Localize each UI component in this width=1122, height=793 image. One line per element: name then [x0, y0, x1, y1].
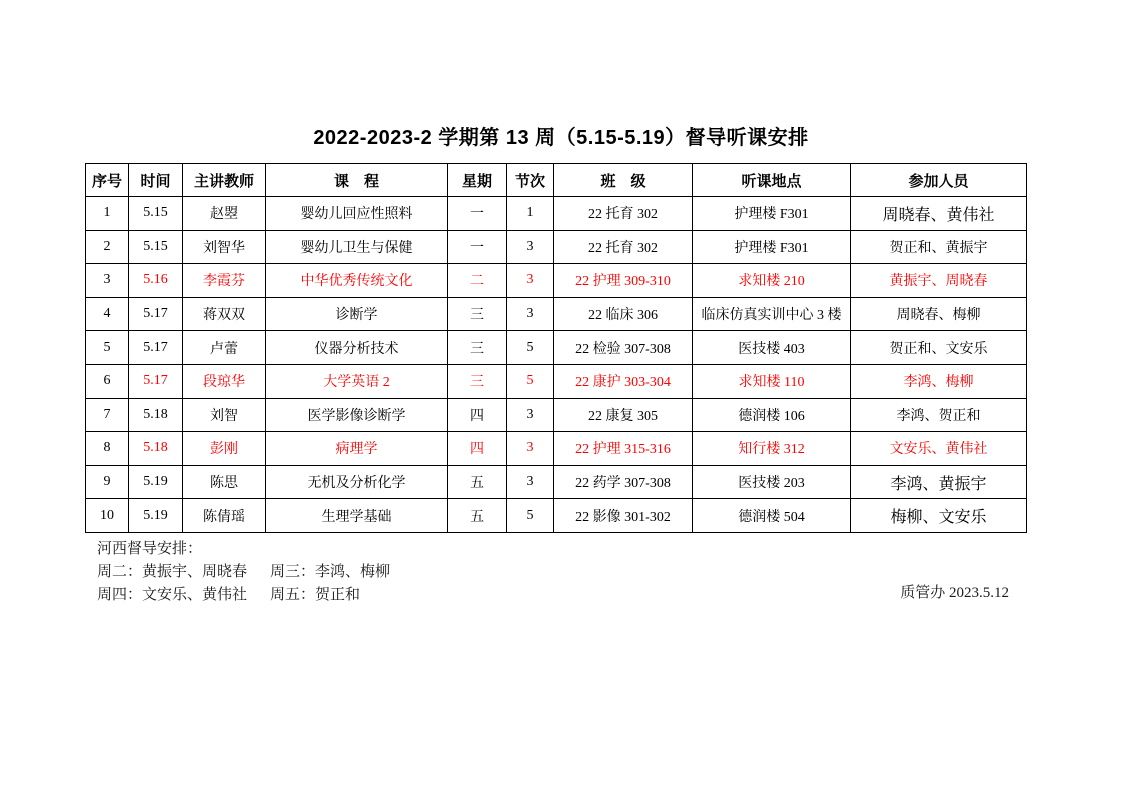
- cell-participants: 文安乐、黄伟社: [851, 432, 1027, 466]
- cell-date: 5.18: [129, 398, 183, 432]
- cell-teacher: 陈思: [183, 465, 266, 499]
- table-row: [86, 331, 1027, 365]
- cell-location: 医技楼 203: [693, 465, 851, 499]
- cell-weekday: 五: [448, 465, 507, 499]
- cell-date: 5.19: [129, 465, 183, 499]
- cell-date: 5.15: [129, 230, 183, 264]
- cell-no: 7: [86, 398, 129, 432]
- cell-date: 5.18: [129, 432, 183, 466]
- cell-course: 中华优秀传统文化: [266, 264, 448, 298]
- footer-line-left: 周四：文安乐、黄伟社: [97, 587, 248, 603]
- footer-line-right: 周五：贺正和: [270, 587, 361, 603]
- table-header-row: [86, 164, 1027, 197]
- cell-participants: 贺正和、黄振宇: [851, 230, 1027, 264]
- cell-weekday: 二: [448, 264, 507, 298]
- supervision-schedule-table: [85, 163, 1027, 533]
- cell-date: 5.19: [129, 499, 183, 533]
- cell-no: 1: [86, 197, 129, 231]
- footer-line-left: 周二：黄振宇、周晓春: [97, 564, 248, 580]
- cell-course: 医学影像诊断学: [266, 398, 448, 432]
- cell-course: 生理学基础: [266, 499, 448, 533]
- column-header-8: 参加人员: [851, 164, 1027, 197]
- column-header-0: 序号: [86, 164, 129, 197]
- cell-date: 5.17: [129, 297, 183, 331]
- column-header-3: 课 程: [266, 164, 448, 197]
- table-row: [86, 465, 1027, 499]
- cell-teacher: 段琼华: [183, 364, 266, 398]
- cell-weekday: 四: [448, 398, 507, 432]
- cell-location: 德润楼 106: [693, 398, 851, 432]
- cell-class: 22 托育 302: [554, 197, 693, 231]
- cell-teacher: 赵曌: [183, 197, 266, 231]
- cell-weekday: 一: [448, 197, 507, 231]
- cell-course: 诊断学: [266, 297, 448, 331]
- cell-course: 婴幼儿回应性照料: [266, 197, 448, 231]
- table-row: [86, 364, 1027, 398]
- cell-class: 22 护理 309-310: [554, 264, 693, 298]
- cell-course: 大学英语 2: [266, 364, 448, 398]
- cell-teacher: 刘智华: [183, 230, 266, 264]
- cell-teacher: 陈倩瑶: [183, 499, 266, 533]
- column-header-5: 节次: [507, 164, 554, 197]
- cell-participants: 李鸿、梅柳: [851, 364, 1027, 398]
- cell-period: 3: [507, 398, 554, 432]
- cell-course: 病理学: [266, 432, 448, 466]
- cell-location: 知行楼 312: [693, 432, 851, 466]
- cell-no: 2: [86, 230, 129, 264]
- cell-date: 5.17: [129, 331, 183, 365]
- table-row: [86, 398, 1027, 432]
- cell-no: 4: [86, 297, 129, 331]
- cell-class: 22 护理 315-316: [554, 432, 693, 466]
- cell-participants: 周晓春、梅柳: [851, 297, 1027, 331]
- cell-period: 5: [507, 364, 554, 398]
- cell-location: 临床仿真实训中心 3 楼: [693, 297, 851, 331]
- table-row: [86, 230, 1027, 264]
- cell-participants: 李鸿、贺正和: [851, 398, 1027, 432]
- cell-date: 5.16: [129, 264, 183, 298]
- cell-class: 22 临床 306: [554, 297, 693, 331]
- footer-line: [97, 584, 390, 607]
- footer-note-title: 河西督导安排：: [97, 541, 203, 557]
- column-header-4: 星期: [448, 164, 507, 197]
- cell-period: 3: [507, 264, 554, 298]
- table-row: [86, 297, 1027, 331]
- cell-teacher: 彭刚: [183, 432, 266, 466]
- cell-period: 1: [507, 197, 554, 231]
- cell-class: 22 康护 303-304: [554, 364, 693, 398]
- cell-class: 22 检验 307-308: [554, 331, 693, 365]
- cell-location: 护理楼 F301: [693, 230, 851, 264]
- cell-period: 5: [507, 499, 554, 533]
- footer-note: [97, 538, 390, 607]
- cell-weekday: 三: [448, 364, 507, 398]
- table-row: [86, 499, 1027, 533]
- cell-teacher: 李霞芬: [183, 264, 266, 298]
- cell-class: 22 影像 301-302: [554, 499, 693, 533]
- cell-participants: 贺正和、文安乐: [851, 331, 1027, 365]
- cell-date: 5.17: [129, 364, 183, 398]
- column-header-6: 班 级: [554, 164, 693, 197]
- cell-location: 求知楼 210: [693, 264, 851, 298]
- table-row: [86, 432, 1027, 466]
- footer-line-right: 周三：李鸿、梅柳: [270, 564, 391, 580]
- cell-course: 仪器分析技术: [266, 331, 448, 365]
- footer-line: [97, 561, 390, 584]
- cell-no: 3: [86, 264, 129, 298]
- cell-period: 3: [507, 230, 554, 264]
- cell-weekday: 四: [448, 432, 507, 466]
- cell-period: 3: [507, 465, 554, 499]
- cell-participants: 李鸿、黄振宇: [851, 465, 1027, 499]
- cell-teacher: 卢蕾: [183, 331, 266, 365]
- column-header-2: 主讲教师: [183, 164, 266, 197]
- cell-location: 求知楼 110: [693, 364, 851, 398]
- cell-no: 9: [86, 465, 129, 499]
- cell-teacher: 刘智: [183, 398, 266, 432]
- signature-line: 质管办 2023.5.12: [900, 585, 1009, 601]
- cell-period: 3: [507, 432, 554, 466]
- cell-no: 8: [86, 432, 129, 466]
- column-header-7: 听课地点: [693, 164, 851, 197]
- cell-course: 婴幼儿卫生与保健: [266, 230, 448, 264]
- cell-location: 护理楼 F301: [693, 197, 851, 231]
- cell-location: 德润楼 504: [693, 499, 851, 533]
- cell-period: 5: [507, 331, 554, 365]
- cell-weekday: 一: [448, 230, 507, 264]
- cell-teacher: 蒋双双: [183, 297, 266, 331]
- table-row: [86, 197, 1027, 231]
- cell-no: 5: [86, 331, 129, 365]
- cell-no: 10: [86, 499, 129, 533]
- cell-participants: 黄振宇、周晓春: [851, 264, 1027, 298]
- cell-weekday: 三: [448, 297, 507, 331]
- cell-weekday: 三: [448, 331, 507, 365]
- cell-period: 3: [507, 297, 554, 331]
- cell-participants: 周晓春、黄伟社: [851, 197, 1027, 231]
- cell-location: 医技楼 403: [693, 331, 851, 365]
- column-header-1: 时间: [129, 164, 183, 197]
- cell-class: 22 托育 302: [554, 230, 693, 264]
- cell-participants: 梅柳、文安乐: [851, 499, 1027, 533]
- cell-course: 无机及分析化学: [266, 465, 448, 499]
- cell-weekday: 五: [448, 499, 507, 533]
- cell-class: 22 药学 307-308: [554, 465, 693, 499]
- cell-date: 5.15: [129, 197, 183, 231]
- cell-no: 6: [86, 364, 129, 398]
- table-row: [86, 264, 1027, 298]
- footer-lines: [97, 561, 390, 607]
- page-title: 2022-2023-2 学期第 13 周（5.15-5.19）督导听课安排: [313, 127, 809, 149]
- cell-class: 22 康复 305: [554, 398, 693, 432]
- table-body: [86, 197, 1027, 533]
